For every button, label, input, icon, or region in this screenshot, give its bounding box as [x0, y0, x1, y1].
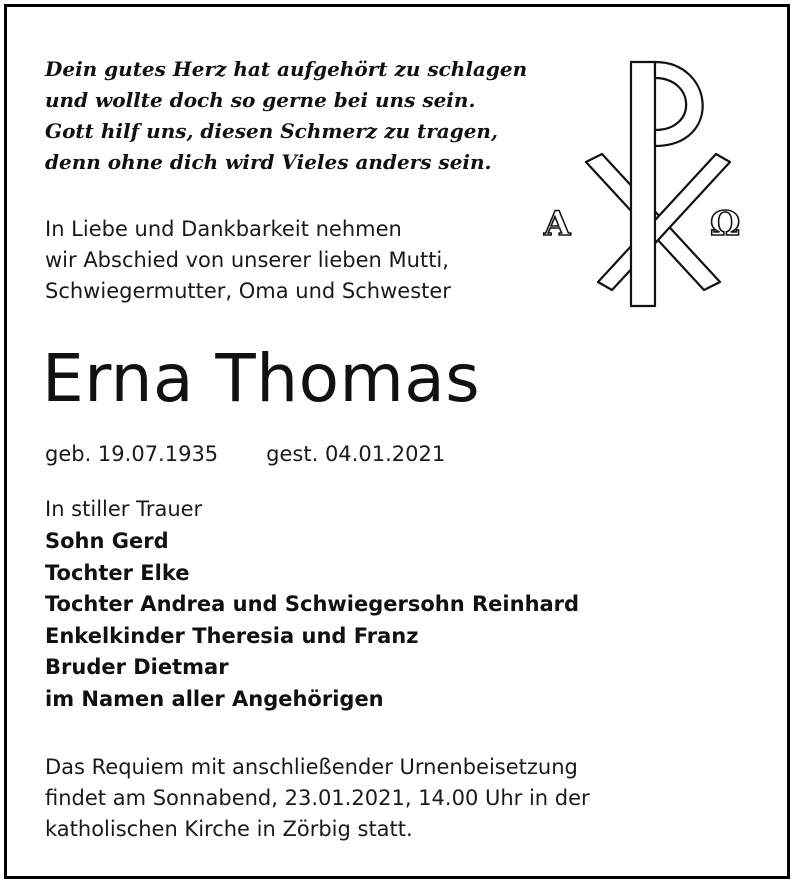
chi-rho-alpha-omega-icon — [530, 50, 770, 312]
birth-date: geb. 19.07.1935 — [45, 442, 219, 466]
intro-text — [45, 214, 565, 307]
life-dates — [45, 438, 445, 470]
mourner: Tochter Andrea und Schwiegersohn Reinhard — [45, 592, 580, 616]
omega-letter: Ω — [710, 204, 741, 244]
mourning-heading: In stiller Trauer — [45, 497, 203, 521]
service-line: findet am Sonnabend, 23.01.2021, 14.00 Uhr in der — [45, 786, 590, 810]
service-line: katholischen Kirche in Zörbig statt. — [45, 817, 413, 841]
service-info — [45, 752, 590, 845]
mourners-list — [45, 526, 579, 715]
alpha-letter: A — [544, 204, 571, 244]
poem-line: denn ohne dich wird Vieles anders sein. — [45, 150, 492, 174]
mourner: Bruder Dietmar — [45, 655, 229, 679]
mourner: im Namen aller Angehörigen — [45, 686, 384, 711]
mourner: Tochter Elke — [45, 560, 190, 585]
death-date: gest. 04.01.2021 — [266, 442, 446, 466]
poem-line: Gott hilf uns, diesen Schmerz zu tragen, — [45, 119, 498, 143]
poem — [45, 54, 565, 178]
mourner: Sohn Gerd — [45, 529, 169, 553]
intro-line: Schwiegermutter, Oma und Schwester — [45, 279, 451, 303]
intro-line: In Liebe und Dankbarkeit nehmen — [45, 217, 402, 241]
poem-line: und wollte doch so gerne bei uns sein. — [45, 88, 476, 112]
service-line: Das Requiem mit anschließender Urnenbeisetzung — [45, 755, 578, 779]
intro-line: wir Abschied von unserer lieben Mutti, — [45, 248, 449, 272]
poem-line: Dein gutes Herz hat aufgehört zu schlagen — [45, 57, 528, 81]
mourner: Enkelkinder Theresia und Franz — [45, 623, 419, 648]
deceased-name: Erna Thomas — [42, 340, 481, 417]
